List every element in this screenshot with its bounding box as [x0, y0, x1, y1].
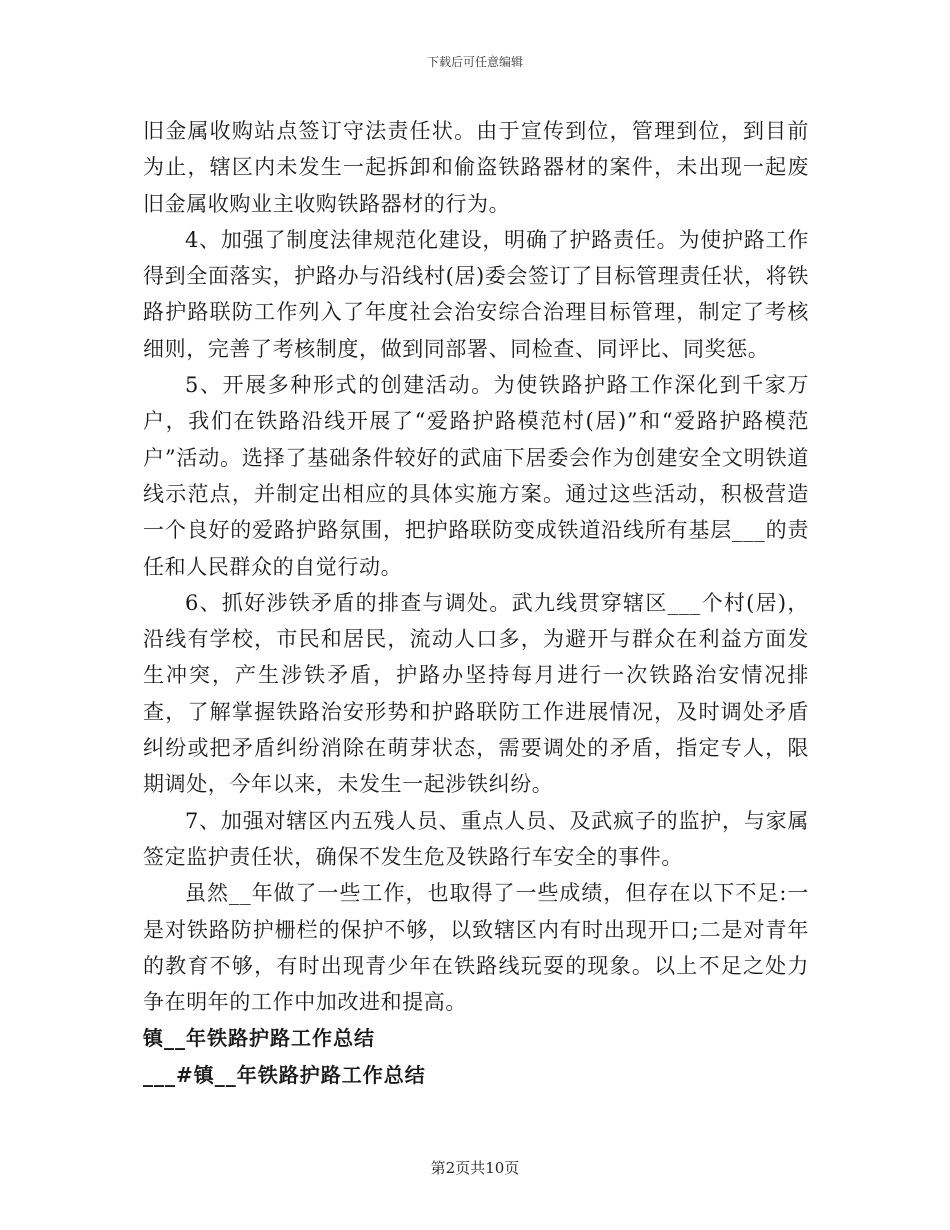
page-number: 第2页共10页: [430, 1159, 520, 1177]
paragraph-1: 旧金属收购站点签订守法责任状。由于宣传到位，管理到位，到目前为止，辖区内未发生一起拆卸和偷盗铁路器材的案件，未出现一起废旧金属收购业主收购铁路器材的行为。: [143, 119, 809, 216]
paragraph-6: 虽然__年做了一些工作，也取得了一些成绩，但存在以下不足:一是对铁路防护栅栏的保护不够，以致辖区内有时出现开口;二是对青年的教育不够，有时出现青少年在铁路线玩耍的现象。以上不足之处力争在明年的工作中加改进和提高。: [143, 881, 809, 1015]
paragraph-4: 6、抓好涉铁矛盾的排查与调处。武九线贯穿辖区___个村(居)，沿线有学校，市民和居民，流动人口多，为避开与群众在利益方面发生冲突，产生涉铁矛盾，护路办坚持每月进行一次铁路治安情况排查，了解掌握铁路治安形势和护路联防工作进展情况，及时调处矛盾纠纷或把矛盾纠纷消除在萌芽状态，需要调处的矛盾，指定专人，限期调处，今年以来，未发生一起涉铁纠纷。: [143, 590, 809, 797]
page-header: 下载后可任意编辑: [426, 55, 523, 69]
section-subtitle: ___#镇__年铁路护路工作总结: [143, 1062, 426, 1087]
document-body: [143, 113, 809, 1093]
paragraph-3: 5、开展多种形式的创建活动。为使铁路护路工作深化到千家万户，我们在铁路沿线开展了“爱路护路模范村(居)”和“爱路护路模范户”活动。选择了基础条件较好的武庙下居委会作为创建安全文明铁道线示范点，并制定出相应的具体实施方案。通过这些活动，积极营造一个良好的爱路护路氛围，把护路联防变成铁道沿线所有基层___的责任和人民群众的自觉行动。: [143, 373, 809, 579]
section-title: 镇__年铁路护路工作总结: [143, 1026, 375, 1051]
paragraph-5: 7、加强对辖区内五残人员、重点人员、及武疯子的监护，与家属签定监护责任状，确保不发生危及铁路行车安全的事件。: [143, 808, 809, 869]
paragraph-2: 4、加强了制度法律规范化建设，明确了护路责任。为使护路工作得到全面落实，护路办与沿线村(居)委会签订了目标管理责任状，将铁路护路联防工作列入了年度社会治安综合治理目标管理，制定了考核细则，完善了考核制度，做到同部署、同检查、同评比、同奖惩。: [143, 227, 809, 361]
